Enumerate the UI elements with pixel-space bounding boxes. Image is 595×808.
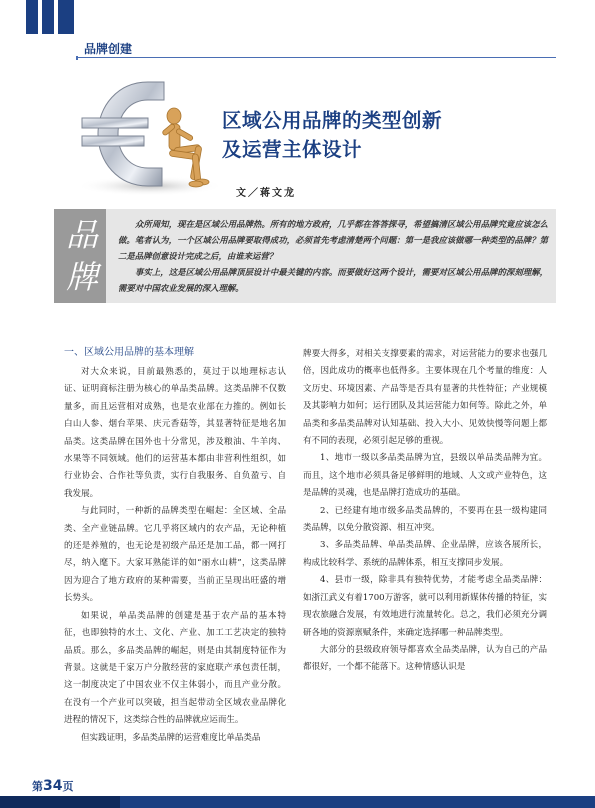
body-paragraph: 2、已经建有地市级多品类品牌的，不要再在县一级构建同类品牌，以免分散资源、相互冲突。: [303, 505, 547, 534]
page-number: [32, 778, 73, 794]
body-paragraph: 对大众来说，目前最熟悉的，莫过于以地理标志认证、证明商标注册为核心的单品类品牌。这类品牌不仅数量多，而且运营相对成熟，也是农业部在力推的。例如长白山人参、烟台苹果、庆元香菇等，其显著特征是地名加品类。这类品牌在国外也十分常见，涉及粮油、牛羊肉、水果等不同领域。他们的运营基本都由非营利性组织，如行业协会、合作社等负责，实行自我服务、自负盈亏、自我发展。: [64, 367, 286, 499]
abstract-paragraph: 众所周知，现在是区域公用品牌热。所有的地方政府，几乎都在答答探寻，希望搞清区域公用品牌究竟应该怎么做。笔者认为，一个区域公用品牌要取得成功，必须首先考虑清楚两个问题：第一是我应该做哪一种类型的品牌？第二是品牌创意设计完成之后，由谁来运营？: [118, 219, 548, 261]
body-column-left: [64, 346, 286, 747]
abstract-badge: [54, 209, 106, 303]
badge-char: 牌: [65, 258, 98, 296]
article-byline: 文／蒋文龙: [236, 188, 296, 199]
page-num: 34: [43, 778, 63, 794]
body-paragraph: 但实践证明，多品类品牌的运营难度比单品类品: [81, 732, 261, 743]
header-bar: [26, 0, 38, 34]
body-paragraph: 大部分的县级政府领导都喜欢全品类品牌，认为自己的产品都很好，一个都不能落下。这种情感认识是: [303, 644, 547, 673]
header-decoration-bars: [26, 0, 74, 34]
header-bar: [58, 0, 74, 34]
page-suffix: 页: [62, 780, 74, 793]
euro-mannequin-illustration: [70, 68, 230, 198]
header-bar: [42, 0, 54, 34]
euro-sign-icon: [70, 68, 230, 198]
article-title-line1: 区域公用品牌的类型创新: [222, 109, 443, 132]
body-paragraph: 牌要大得多，对相关支撑要素的需求，对运营能力的要求也强几倍，因此成功的概率也低得多。主要体现在几个考量的维度：人文历史、环境因素、产品等是否具有显著的共性特征；产业规模及其影响力如何；运行团队及其运营能力如何等。除此之外，单品类和多品类品牌对认知基础、投入大小、见效快慢等问题上都有不同的表现，必须引起足够的重视。: [303, 349, 547, 447]
body-paragraph: 与此同时，一种新的品牌类型在崛起：全区域、全品类、全产业链品牌。它几乎将区域内的农产品，无论种植的还是养殖的，也无论是初级产品还是加工品，都一网打尽，纳入麾下。大家耳熟能详的如“丽水山耕”，这类品牌因为迎合了地方政府的某种需要，当前正呈现出旺盛的增长势头。: [64, 506, 286, 604]
abstract-text: [118, 216, 548, 296]
abstract-paragraph: 事实上，这是区域公用品牌顶层设计中最关键的内容。而要做好这两个设计，需要对区域公用品牌的深刻理解，需要对中国农业发展的深入理解。: [118, 267, 548, 293]
page-prefix: 第: [32, 780, 43, 793]
badge-char: 品: [65, 216, 98, 254]
header-rule-tick: [76, 56, 78, 60]
footer-bar-dark: [0, 796, 120, 808]
body-paragraph: 3、多品类品牌、单品类品牌、企业品牌，应该各展所长，构成比较科学、系统的品牌体系，相互支撑同步发展。: [303, 540, 547, 568]
article-title: [222, 106, 552, 164]
body-paragraph: 1、地市一级以多品类品牌为宜，县级以单品类品牌为宜。而且，这个地市必须具备足够鲜明的地域、人文或产业特色，这是品牌的灵魂，也是品牌打造成功的基础。: [303, 453, 547, 499]
article-title-line2: 及运营主体设计: [222, 138, 363, 161]
body-paragraph: 4、县市一级，除非具有独特优势，才能考虑全品类品牌：如浙江武义有着1700万游客，就可以利用新媒体传播的特征，实现农旅融合发展，有效地进行流量转化。总之，我们必须充分调研各地的资源禀赋条件，来确定选择哪一种品牌类型。: [303, 575, 547, 638]
body-paragraph: 如果说，单品类品牌的创建是基于农产品的基本特征，也即独特的水土、文化、产业、加工工艺决定的独特品质。那么，多品类品牌的崛起，则是由其制度特征作为背景。这就是千家万户分散经营的家庭联产承包责任制，这一制度决定了中国农业不仅主体弱小，而且产业分散。在没有一个产业可以突破，担当起带动全区域农业品牌化进程的情况下，这类综合性的品牌就应运而生。: [64, 610, 286, 726]
section-label: 品牌创建: [84, 42, 133, 56]
body-column-right: [303, 346, 547, 677]
section-heading: 一、区域公用品牌的基本理解: [64, 347, 194, 358]
header-rule: [76, 57, 556, 58]
